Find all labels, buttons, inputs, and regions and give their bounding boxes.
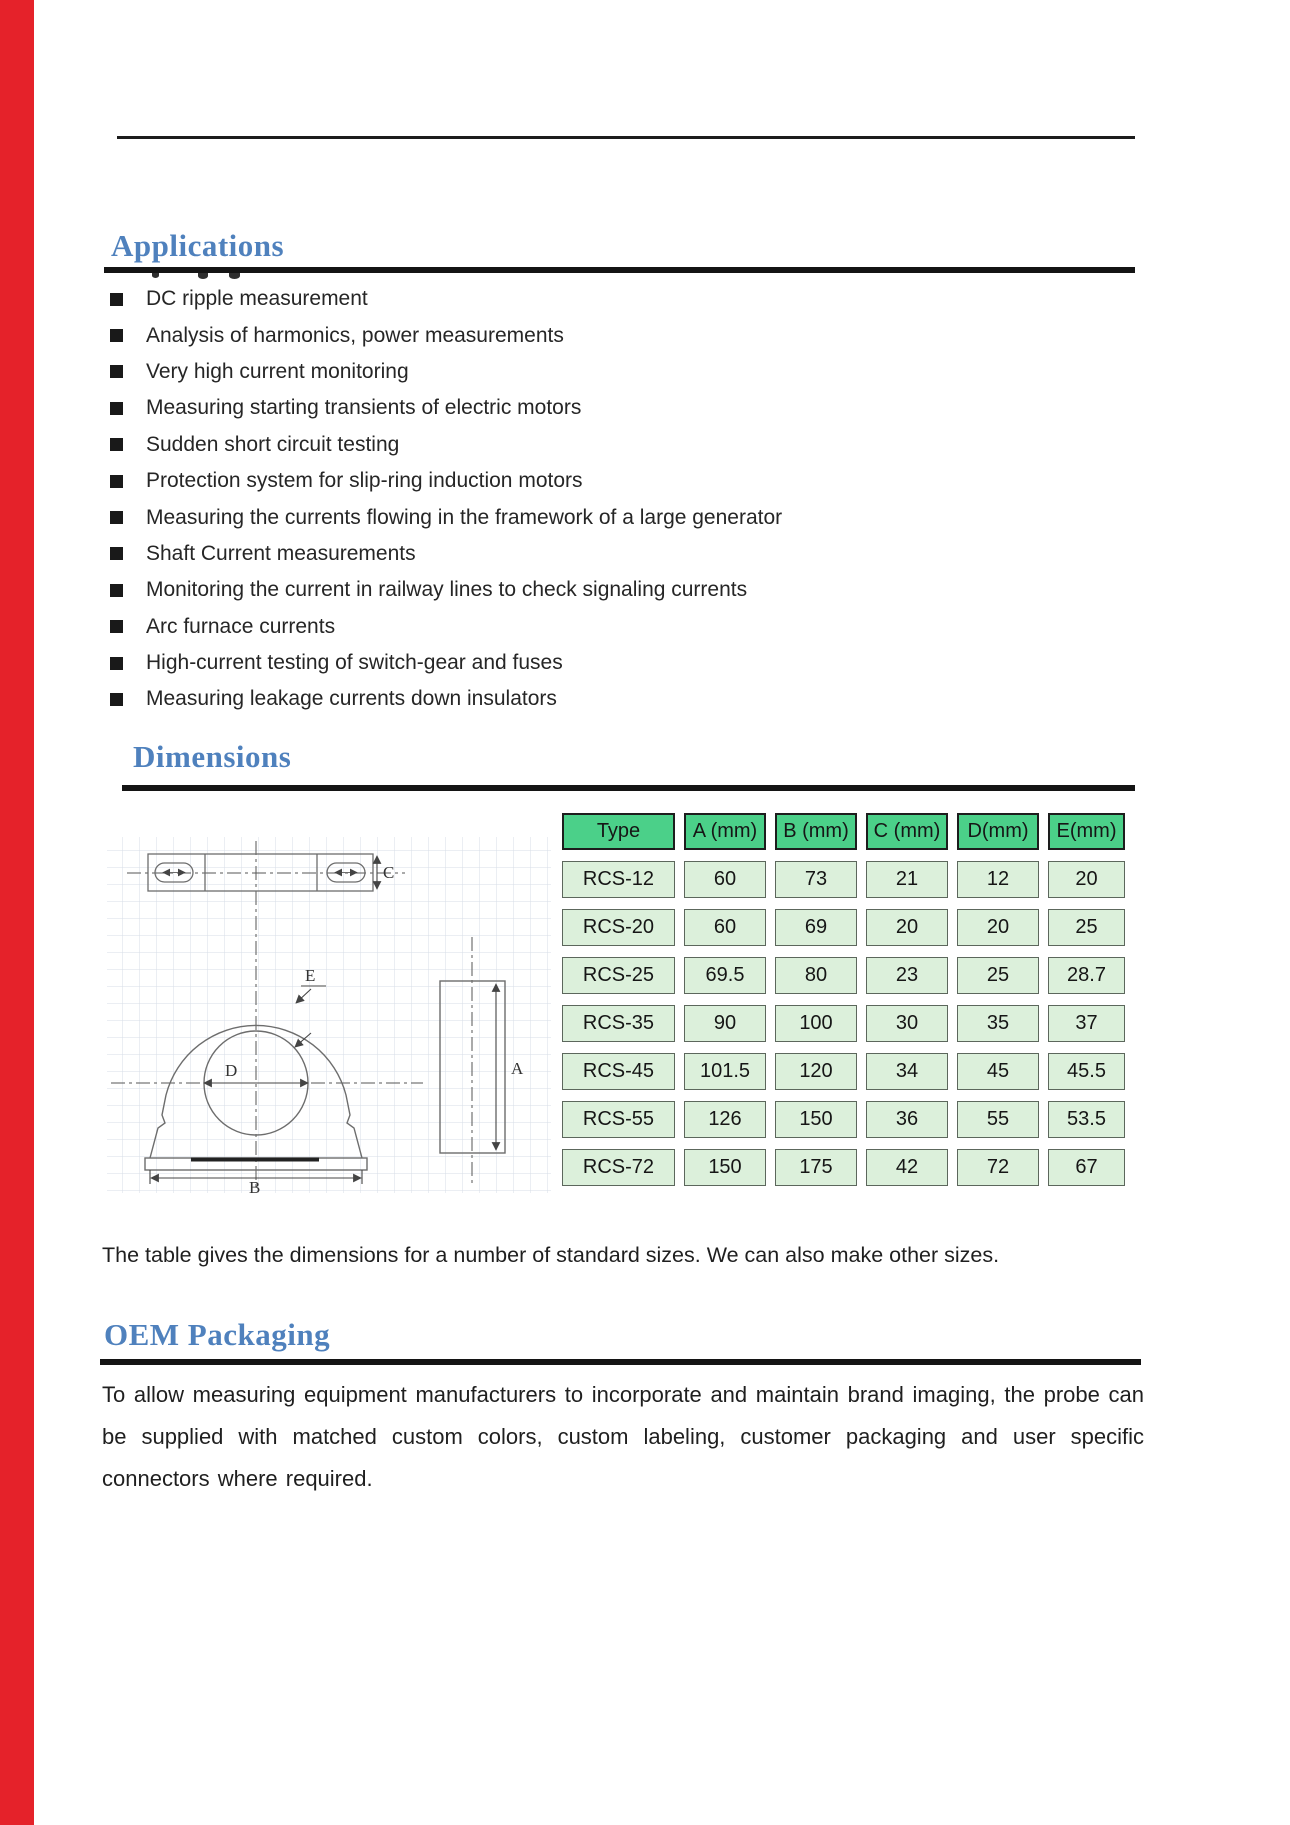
list-item [110, 645, 782, 681]
dimensions-table-cell: 60 [684, 861, 766, 898]
dimensions-table-header-cell: D(mm) [957, 813, 1039, 850]
oem-underline [100, 1359, 1141, 1365]
dimensions-table-cell: 20 [957, 909, 1039, 946]
dimensions-table-cell: 90 [684, 1005, 766, 1042]
dimensions-table-cell: 34 [866, 1053, 948, 1090]
dimensions-table-cell: 69.5 [684, 957, 766, 994]
list-item [110, 572, 782, 608]
dimensions-table-cell: 23 [866, 957, 948, 994]
square-bullet-icon [110, 620, 123, 633]
dimensions-table-cell: 25 [957, 957, 1039, 994]
dimensions-table-cell: 126 [684, 1101, 766, 1138]
dimensions-table-cell: 53.5 [1048, 1101, 1125, 1138]
dim-label-e: E [305, 966, 316, 985]
dimensions-title: Dimensions [133, 739, 292, 774]
dim-label-a: A [511, 1059, 524, 1078]
dimensions-table-cell: 25 [1048, 909, 1125, 946]
dimensions-table-cell: 55 [957, 1101, 1039, 1138]
dimensions-table-header-cell: B (mm) [775, 813, 857, 850]
clipped-text-artifact [229, 273, 240, 279]
list-item [110, 317, 782, 353]
dimensions-table-cell: 69 [775, 909, 857, 946]
dim-label-d: D [225, 1061, 238, 1080]
applications-title: Applications [111, 228, 285, 263]
square-bullet-icon [110, 511, 123, 524]
list-item-label: Monitoring the current in railway lines to check signaling currents [146, 578, 748, 602]
dimensions-table-cell: 100 [775, 1005, 857, 1042]
list-item-label: High-current testing of switch-gear and fuses [146, 651, 563, 675]
left-red-edge-bar [0, 0, 34, 1825]
dimensions-table-cell: 73 [775, 861, 857, 898]
oem-title: OEM Packaging [104, 1317, 331, 1352]
list-item-label: Measuring the currents flowing in the framework of a large generator [146, 505, 783, 529]
dimensions-table-cell: 35 [957, 1005, 1039, 1042]
dimensions-table-header-cell: A (mm) [684, 813, 766, 850]
dimensions-table-cell: 150 [775, 1101, 857, 1138]
dim-label-c: C [383, 863, 395, 882]
dimensions-table-cell: 120 [775, 1053, 857, 1090]
dimensions-table-cell: 80 [775, 957, 857, 994]
dimensions-table-cell: 67 [1048, 1149, 1125, 1186]
list-item-label: Shaft Current measurements [146, 541, 416, 565]
clipped-text-artifact [198, 273, 208, 279]
list-item-label: Arc furnace currents [146, 614, 336, 638]
dimensions-table-cell: 175 [775, 1149, 857, 1186]
dimensions-note: The table gives the dimensions for a number of standard sizes. We can also make other sizes. [102, 1243, 1000, 1267]
list-item [110, 390, 782, 426]
header-divider-line [117, 136, 1135, 139]
dimensions-table-cell: 150 [684, 1149, 766, 1186]
square-bullet-icon [110, 438, 123, 451]
dim-label-b: B [249, 1178, 261, 1195]
square-bullet-icon [110, 547, 123, 560]
dimensions-table-cell: 30 [866, 1005, 948, 1042]
list-item-label: DC ripple measurement [146, 287, 368, 311]
dimensions-table-cell: 28.7 [1048, 957, 1125, 994]
dimensions-table-cell: 36 [866, 1101, 948, 1138]
dimensions-table-cell: 20 [1048, 861, 1125, 898]
applications-list [110, 281, 782, 718]
list-item-label: Protection system for slip-ring induction motors [146, 469, 583, 493]
dimensions-table-cell: 45.5 [1048, 1053, 1125, 1090]
square-bullet-icon [110, 402, 123, 415]
list-item [110, 536, 782, 572]
dimensions-underline [122, 785, 1135, 791]
dimensions-table-row-label: RCS-72 [562, 1149, 675, 1186]
dimensions-table-row-label: RCS-20 [562, 909, 675, 946]
square-bullet-icon [110, 329, 123, 342]
list-item [110, 463, 782, 499]
list-item [110, 281, 782, 317]
list-item-label: Measuring leakage currents down insulators [146, 687, 557, 711]
dimensions-table-header-cell: E(mm) [1048, 813, 1125, 850]
dimensions-table-row-label: RCS-25 [562, 957, 675, 994]
dimensions-table-header-cell: C (mm) [866, 813, 948, 850]
technical-drawing [105, 833, 555, 1195]
dimensions-table-cell: 72 [957, 1149, 1039, 1186]
dimensions-table-cell: 101.5 [684, 1053, 766, 1090]
dimensions-table-row-label: RCS-12 [562, 861, 675, 898]
dimensions-table-row-label: RCS-45 [562, 1053, 675, 1090]
square-bullet-icon [110, 293, 123, 306]
clipped-text-artifact [152, 273, 159, 278]
list-item-label: Analysis of harmonics, power measurements [146, 323, 564, 347]
square-bullet-icon [110, 365, 123, 378]
dimensions-table-cell: 21 [866, 861, 948, 898]
list-item [110, 354, 782, 390]
dimensions-table-cell: 20 [866, 909, 948, 946]
dimensions-table-header-cell: Type [562, 813, 675, 850]
dimensions-table-cell: 12 [957, 861, 1039, 898]
dimensions-table-cell: 45 [957, 1053, 1039, 1090]
list-item-label: Very high current monitoring [146, 359, 409, 383]
oem-body-paragraph: To allow measuring equipment manufacturers to incorporate and maintain brand imaging, the probe can be supplied with matched custom colors, custom labeling, customer packaging and user specific connectors where required. [102, 1382, 1144, 1491]
list-item-label: Sudden short circuit testing [146, 432, 400, 456]
square-bullet-icon [110, 657, 123, 670]
dimensions-table-cell: 37 [1048, 1005, 1125, 1042]
square-bullet-icon [110, 475, 123, 488]
dimensions-table-row-label: RCS-35 [562, 1005, 675, 1042]
list-item-label: Measuring starting transients of electric motors [146, 396, 582, 420]
square-bullet-icon [110, 693, 123, 706]
dimensions-table [562, 813, 1125, 1186]
dimensions-table-cell: 42 [866, 1149, 948, 1186]
list-item [110, 499, 782, 535]
applications-underline [104, 267, 1135, 273]
list-item [110, 427, 782, 463]
dimensions-table-row-label: RCS-55 [562, 1101, 675, 1138]
list-item [110, 609, 782, 645]
dimensions-table-cell: 60 [684, 909, 766, 946]
square-bullet-icon [110, 584, 123, 597]
list-item [110, 681, 782, 717]
